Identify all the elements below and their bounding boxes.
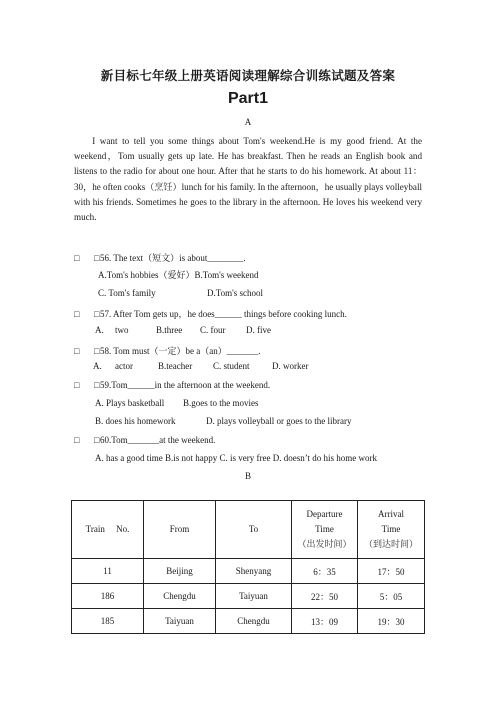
cell-arrival: 17：50	[358, 559, 425, 584]
option: B.goes to the movies	[183, 398, 259, 408]
question-bullet: □	[74, 380, 80, 390]
question-stem: 59.Tom______in the afternoon at the weekend.	[100, 380, 271, 390]
table-row	[72, 609, 425, 634]
cell-from: Taiyuan	[144, 609, 216, 634]
option: C. Tom's family	[98, 288, 156, 298]
question-stem: 57. After Tom gets up，he does______ things before cooking lunch.	[100, 309, 347, 319]
option: B.teacher	[158, 361, 193, 371]
question-bullet: □	[94, 435, 100, 445]
header-departure-line: （出发时间）	[297, 539, 352, 549]
option-line: A. has a good time B.is not happy C. is very free D. doesn’t do his home work	[95, 453, 378, 463]
header-arrival-line: Time	[381, 524, 401, 534]
option-line: A.Tom's hobbies（爱好）B.Tom's weekend	[98, 270, 259, 280]
cell-to: Shenyang	[216, 559, 292, 584]
cell-train: 186	[72, 584, 144, 609]
question-stem: 56. The text（短文）is about________.	[100, 253, 246, 263]
cell-to: Chengdu	[216, 609, 292, 634]
question-bullet: □	[74, 309, 80, 319]
table-row	[72, 584, 425, 609]
question-59	[74, 380, 270, 390]
document-title: 新目标七年级上册英语阅读理解综合训练试题及答案	[100, 68, 396, 83]
option: B.three	[156, 325, 183, 335]
option: C. four	[200, 325, 226, 335]
table-row	[72, 559, 425, 584]
question-stem: 60.Tom_______at the weekend.	[100, 435, 216, 445]
option: C. student	[213, 361, 250, 371]
header-departure-line: Departure	[306, 509, 343, 519]
question-bullet: □	[94, 309, 100, 319]
option: A. Plays basketball	[95, 398, 165, 408]
option: A.	[93, 361, 102, 371]
question-bullet: □	[74, 435, 80, 445]
section-a-label: A	[244, 117, 252, 127]
option: two	[115, 325, 129, 335]
section-b-label: B	[244, 471, 251, 481]
header-from: From	[144, 501, 216, 559]
cell-from: Beijing	[144, 559, 216, 584]
header-arrival-line: Arrival	[378, 509, 404, 519]
question-stem: 58. Tom must（一定）be a（an）_______.	[100, 346, 261, 356]
cell-from: Chengdu	[144, 584, 216, 609]
question-57	[74, 307, 347, 320]
header-train-no: Train No.	[72, 501, 144, 559]
reading-passage: I want to tell you some things about Tom's weekend.He is my good friend. At the weekend，Tom usually gets up late. He has breakfast. Then he reads an English book and listens to the radio for about one hour. After that he starts to do his homework. At about 11：30，he often cooks（烹饪）lunch for his family. In the afternoon，he usually plays volleyball with his friends. Sometimes he goes to the library in the afternoon. He loves his weekend very much.	[74, 136, 422, 223]
option: B. does his homework	[95, 416, 176, 426]
header-departure-time	[292, 501, 358, 559]
cell-departure: 6：35	[292, 559, 358, 584]
question-bullet: □	[74, 346, 80, 356]
cell-arrival: 5：05	[358, 584, 425, 609]
option: D. worker	[272, 361, 309, 371]
question-58	[74, 344, 260, 357]
cell-train: 11	[72, 559, 144, 584]
option: D.Tom's school	[207, 288, 263, 298]
header-arrival-time	[358, 501, 425, 559]
cell-departure: 13：09	[292, 609, 358, 634]
header-to: To	[216, 501, 292, 559]
cell-to: Taiyuan	[216, 584, 292, 609]
question-bullet: □	[94, 346, 100, 356]
question-bullet: □	[74, 253, 80, 263]
question-bullet: □	[94, 380, 100, 390]
table-header-row	[72, 501, 425, 559]
option: D. five	[246, 325, 271, 335]
part-heading: Part1	[227, 90, 269, 107]
cell-train: 185	[72, 609, 144, 634]
cell-departure: 22：50	[292, 584, 358, 609]
option: D. plays volleyball or goes to the library	[206, 416, 352, 426]
option: actor	[115, 361, 133, 371]
option: A.	[95, 325, 104, 335]
question-bullet: □	[94, 253, 100, 263]
cell-arrival: 19：30	[358, 609, 425, 634]
question-60	[74, 435, 215, 445]
train-timetable	[71, 500, 425, 634]
question-56	[74, 251, 246, 264]
header-arrival-line: （到达时间）	[363, 539, 418, 549]
header-departure-line: Time	[315, 524, 334, 534]
